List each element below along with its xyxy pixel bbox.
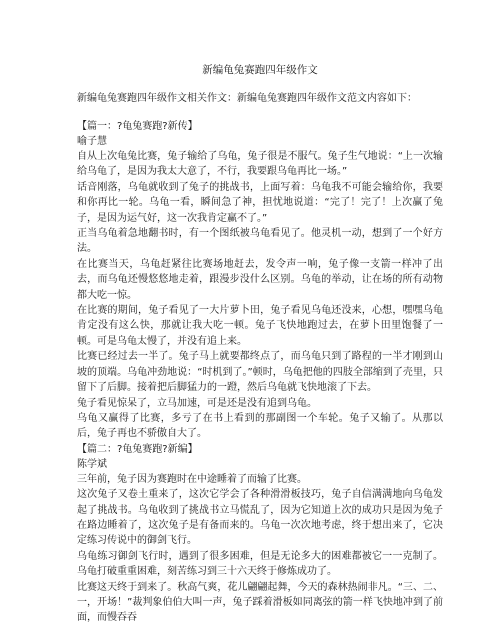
section-author: 陈学斌: [77, 458, 107, 470]
section-author: 喻子慧: [77, 136, 107, 147]
section-heading: 【篇一：?龟兔赛跑?新传】: [77, 121, 198, 132]
paragraph: 比赛这天终于到来了。秋高气爽，花儿翩翩起舞，今天的森林热闹非凡。“三、二、一，开场！”裁判象伯伯大叫一声，兔子踩着滑板如同离弦的箭一样飞快地冲到了前面，而慢吞吞: [77, 581, 443, 624]
paragraph: 三年前，兔子因为赛跑时在中途睡着了而输了比赛。: [77, 473, 307, 485]
paragraph: 自从上次龟兔比赛，兔子输给了乌龟，兔子很是不服气。兔子生气地说：“上一次输给乌龟了，是因为我太大意了，不行，我要跟乌龟再比一场。”: [77, 151, 443, 178]
paragraph: 兔子看见惊呆了，立马加速，可是还是没有追到乌龟。: [77, 397, 317, 409]
paragraph: 乌龟练习御剑飞行时，遇到了很多困难，但是无论多大的困难都被它一一克制了。乌龟打破重重困难，刻苦练习到三十六天终于修炼成功了。: [77, 550, 443, 578]
paragraph: 在比赛的期间，兔子看见了一大片萝卜田，兔子看见乌龟还没来，心想，嘿嘿乌龟肯定没有这么快，那就让我大吃一顿。兔子飞快地跑过去，在萝卜田里饱餐了一顿。可是乌龟太慢了，并没有追上来。: [77, 305, 443, 347]
document-title: 新编龟兔赛跑四年级作文: [202, 64, 318, 76]
section-heading: 【篇二：?龟兔赛跑?新编】: [77, 443, 198, 455]
paragraph: 在比赛当天，乌龟赶紧往比赛场地赶去，发令声一响，兔子像一支箭一样冲了出去，而乌龟还慢悠悠地走着，跟漫步没什么区别。乌龟的举动，让在场的所有动物都大吃一惊。: [77, 258, 443, 301]
paragraph: 正当乌龟着急地翻书时，有一个图纸被乌龟看见了。他灵机一动，想到了一个好方法。: [77, 228, 443, 255]
paragraph: 话音刚落，乌龟就收到了兔子的挑战书，上面写着：乌龟我不可能会输给你，我要和你再比一轮。乌龟一看，瞬间急了神，担忧地说道：“完了！完了！上次赢了兔子，是因为运气好，这一次我肯定赢不了。”: [77, 181, 443, 224]
paragraph: 这次兔子又卷土重来了，这次它学会了各种滑滑板技巧，兔子自信满满地向乌龟发起了挑战书。乌龟收到了挑战书立马慌乱了，因为它知道上次的成功只是因为兔子在路边睡着了，这次兔子是有备而来的。乌龟一次次地考虑，终于想出来了，它决定练习传说中的御剑飞行。: [77, 489, 443, 547]
section-1: [77, 119, 443, 442]
paragraph: 乌龟又赢得了比赛，多亏了在书上看到的那副图一个车轮。兔子又输了。从那以后，兔子再也不骄傲自大了。: [77, 412, 443, 440]
intro-text: 新编龟兔赛跑四年级作文相关作文：新编龟兔赛跑四年级作文范文内容如下：: [77, 93, 417, 104]
paragraph: 比赛已经过去一半了。兔子马上就要都终点了，而乌龟只到了路程的一半才刚到山坡的顶端。乌龟冲劲地说：“时机到了。”顿时，乌龟把他的四肢全部缩到了壳里，只留下了后脚。接着把后脚猛力的一蹬，然后乌龟就飞快地滚了下去。: [77, 351, 443, 394]
section-2: [77, 442, 443, 626]
